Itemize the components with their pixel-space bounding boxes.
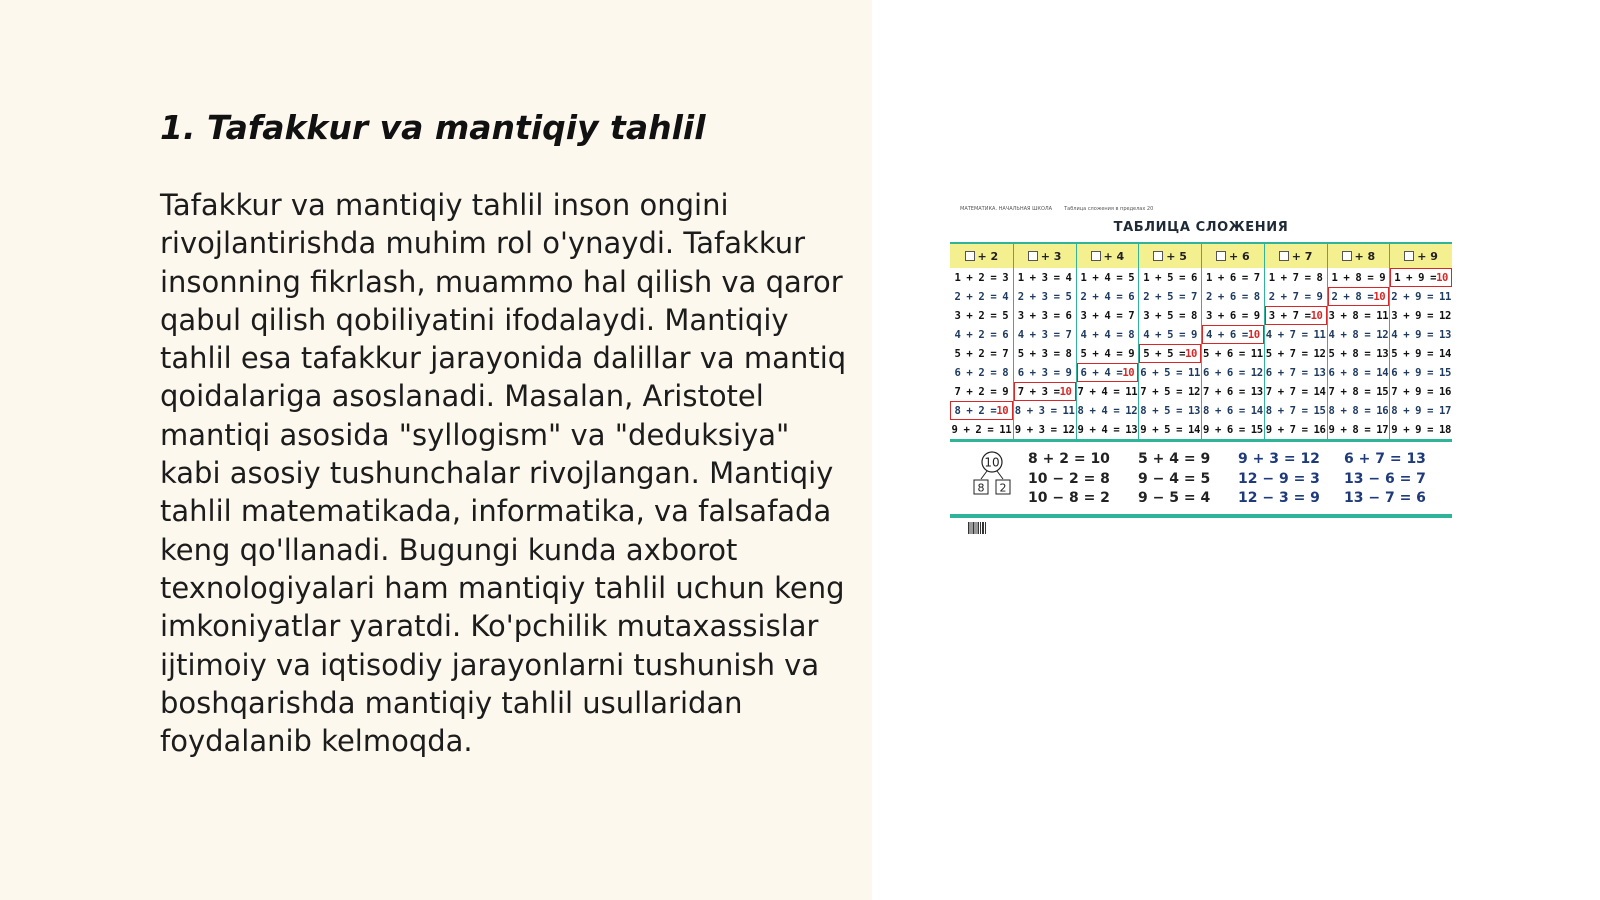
equation-cell: 3 + 6 = 9 bbox=[1205, 309, 1260, 322]
equation-cell: 2 + 4 = 6 bbox=[1080, 290, 1135, 303]
column-header bbox=[1014, 244, 1076, 268]
slide-title: 1. Tafakkur va mantiqiy tahlil bbox=[160, 108, 706, 147]
example-line: 9 − 5 = 4 bbox=[1138, 490, 1211, 506]
equation-cell: 2 + 9 = 11 bbox=[1391, 290, 1452, 303]
equation-cell: 1 + 3 = 4 bbox=[1017, 271, 1072, 284]
equation-cell: 3 + 8 = 11 bbox=[1328, 309, 1389, 322]
equation-cell: 3 + 7 = 10 bbox=[1265, 306, 1327, 325]
equation-cell: 6 + 7 = 13 bbox=[1265, 366, 1326, 379]
equation-cell: 5 + 8 = 13 bbox=[1328, 347, 1389, 360]
column-header-label: + 6 bbox=[1229, 249, 1250, 263]
equation-cell: 1 + 6 = 7 bbox=[1205, 271, 1260, 284]
equation-cell: 8 + 4 = 12 bbox=[1077, 404, 1138, 417]
poster-header bbox=[960, 206, 1153, 212]
equation-cell: 3 + 9 = 12 bbox=[1391, 309, 1452, 322]
barcode-icon bbox=[968, 522, 986, 534]
equation-cell: 7 + 9 = 16 bbox=[1391, 385, 1452, 398]
equation-cell: 5 + 6 = 11 bbox=[1202, 347, 1263, 360]
example-group-1 bbox=[1028, 450, 1110, 509]
empty-box-icon bbox=[1153, 251, 1163, 261]
equation-cell: 7 + 5 = 12 bbox=[1140, 385, 1201, 398]
example-line: 12 − 3 = 9 bbox=[1238, 490, 1320, 506]
equation-cell: 4 + 9 = 13 bbox=[1391, 328, 1452, 341]
example-line: 12 − 9 = 3 bbox=[1238, 470, 1320, 487]
example-line: 13 − 6 = 7 bbox=[1344, 470, 1426, 487]
equation-cell: 7 + 2 = 9 bbox=[954, 385, 1009, 398]
equation-cell: 1 + 9 = 10 bbox=[1390, 268, 1452, 287]
empty-box-icon bbox=[965, 251, 975, 261]
equation-cell: 9 + 4 = 13 bbox=[1077, 423, 1138, 436]
equation-cell: 8 + 7 = 15 bbox=[1265, 404, 1326, 417]
equation-cell: 3 + 5 = 8 bbox=[1143, 309, 1198, 322]
equation-cell: 2 + 5 = 7 bbox=[1143, 290, 1198, 303]
equation-cell: 6 + 9 = 15 bbox=[1391, 366, 1452, 379]
equation-cell: 3 + 4 = 7 bbox=[1080, 309, 1135, 322]
equation-cell: 7 + 8 = 15 bbox=[1328, 385, 1389, 398]
equation-cell: 1 + 5 = 6 bbox=[1143, 271, 1198, 284]
examples-section bbox=[950, 446, 1452, 510]
column-header bbox=[1265, 244, 1327, 268]
equation-cell: 8 + 2 = 10 bbox=[950, 401, 1013, 420]
equation-cell: 3 + 3 = 6 bbox=[1017, 309, 1072, 322]
example-line: 5 + 4 = 9 bbox=[1138, 451, 1211, 467]
example-group-2 bbox=[1138, 450, 1210, 509]
equation-cell: 5 + 9 = 14 bbox=[1391, 347, 1452, 360]
grid-column bbox=[1013, 244, 1076, 439]
column-header-label: + 3 bbox=[1040, 249, 1062, 263]
grid-column bbox=[1389, 244, 1452, 439]
number-bond-icon bbox=[972, 450, 1012, 508]
equation-cell: 5 + 3 = 8 bbox=[1017, 347, 1072, 360]
empty-box-icon bbox=[1404, 251, 1414, 261]
empty-box-icon bbox=[1028, 251, 1038, 261]
column-header bbox=[1077, 244, 1139, 268]
equation-cell: 1 + 8 = 9 bbox=[1331, 271, 1386, 284]
column-header-label: + 4 bbox=[1103, 249, 1125, 263]
equation-cell: 9 + 6 = 15 bbox=[1202, 423, 1263, 436]
equation-cell: 2 + 6 = 8 bbox=[1205, 290, 1260, 303]
equation-cell: 6 + 8 = 14 bbox=[1328, 366, 1389, 379]
column-header-label: + 5 bbox=[1166, 249, 1187, 263]
equation-cell: 2 + 2 = 4 bbox=[954, 290, 1009, 303]
equation-cell: 4 + 3 = 7 bbox=[1017, 328, 1072, 341]
equation-cell: 5 + 2 = 7 bbox=[954, 347, 1009, 360]
equation-cell: 6 + 2 = 8 bbox=[954, 366, 1009, 379]
grid-column bbox=[950, 244, 1013, 439]
equation-cell: 8 + 5 = 13 bbox=[1140, 404, 1201, 417]
addition-table-poster bbox=[950, 200, 1452, 545]
number-bond-part-b: 2 bbox=[999, 481, 1007, 495]
example-line: 13 − 7 = 6 bbox=[1344, 490, 1426, 506]
equation-cell: 5 + 7 = 12 bbox=[1265, 347, 1326, 360]
equation-cell: 1 + 7 = 8 bbox=[1268, 271, 1323, 284]
equation-cell: 8 + 3 = 11 bbox=[1014, 404, 1075, 417]
footer-rule bbox=[950, 514, 1452, 518]
addition-grid bbox=[950, 242, 1452, 442]
equation-cell: 2 + 8 = 10 bbox=[1328, 287, 1390, 306]
empty-box-icon bbox=[1342, 251, 1352, 261]
column-header bbox=[1139, 244, 1201, 268]
equation-cell: 6 + 5 = 11 bbox=[1140, 366, 1201, 379]
example-line: 10 − 2 = 8 bbox=[1028, 470, 1110, 487]
equation-cell: 5 + 4 = 9 bbox=[1080, 347, 1135, 360]
column-header-label: + 7 bbox=[1291, 249, 1313, 263]
equation-cell: 4 + 7 = 11 bbox=[1265, 328, 1326, 341]
equation-cell: 4 + 6 = 10 bbox=[1202, 325, 1264, 344]
equation-cell: 7 + 3 = 10 bbox=[1014, 382, 1076, 401]
equation-cell: 6 + 4 = 10 bbox=[1077, 363, 1139, 382]
equation-cell: 8 + 6 = 14 bbox=[1202, 404, 1263, 417]
equation-cell: 8 + 9 = 17 bbox=[1391, 404, 1452, 417]
column-header-label: + 8 bbox=[1354, 249, 1376, 263]
poster-header-left: МАТЕМАТИКА. НАЧАЛЬНАЯ ШКОЛА bbox=[960, 206, 1053, 212]
equation-cell: 4 + 4 = 8 bbox=[1080, 328, 1135, 341]
equation-cell: 9 + 2 = 11 bbox=[951, 423, 1012, 436]
equation-cell: 4 + 8 = 12 bbox=[1328, 328, 1389, 341]
equation-cell: 5 + 5 = 10 bbox=[1139, 344, 1201, 363]
equation-cell: 4 + 5 = 9 bbox=[1143, 328, 1198, 341]
poster-header-right: Таблица сложения в пределах 20 bbox=[1064, 206, 1154, 212]
example-group-4 bbox=[1344, 450, 1426, 509]
grid-column bbox=[1076, 244, 1139, 439]
column-header bbox=[1328, 244, 1390, 268]
equation-cell: 9 + 7 = 16 bbox=[1265, 423, 1326, 436]
equation-cell: 7 + 7 = 14 bbox=[1265, 385, 1326, 398]
number-bond-part-a: 8 bbox=[977, 481, 985, 495]
empty-box-icon bbox=[1216, 251, 1226, 261]
example-group-3 bbox=[1238, 450, 1320, 509]
example-line: 6 + 7 = 13 bbox=[1344, 451, 1426, 467]
grid-column bbox=[1264, 244, 1327, 439]
equation-cell: 9 + 3 = 12 bbox=[1014, 423, 1075, 436]
equation-cell: 3 + 2 = 5 bbox=[954, 309, 1009, 322]
example-line: 9 + 3 = 12 bbox=[1238, 451, 1320, 467]
equation-cell: 4 + 2 = 6 bbox=[954, 328, 1009, 341]
example-line: 8 + 2 = 10 bbox=[1028, 451, 1110, 467]
equation-cell: 6 + 6 = 12 bbox=[1202, 366, 1263, 379]
column-header bbox=[950, 244, 1013, 268]
equation-cell: 9 + 9 = 18 bbox=[1391, 423, 1452, 436]
equation-cell: 7 + 4 = 11 bbox=[1077, 385, 1138, 398]
equation-cell: 2 + 3 = 5 bbox=[1017, 290, 1072, 303]
column-header-label: + 9 bbox=[1417, 249, 1438, 263]
equation-cell: 9 + 8 = 17 bbox=[1328, 423, 1389, 436]
equation-cell: 7 + 6 = 13 bbox=[1202, 385, 1263, 398]
equation-cell: 9 + 5 = 14 bbox=[1140, 423, 1201, 436]
empty-box-icon bbox=[1279, 251, 1289, 261]
grid-column bbox=[1327, 244, 1390, 439]
equation-cell: 1 + 4 = 5 bbox=[1080, 271, 1135, 284]
equation-cell: 1 + 2 = 3 bbox=[954, 271, 1009, 284]
column-header bbox=[1390, 244, 1452, 268]
number-bond-whole: 10 bbox=[984, 455, 1000, 470]
example-line: 9 − 4 = 5 bbox=[1138, 470, 1211, 487]
slide-body-text: Tafakkur va mantiqiy tahlil inson ongini rivojlantirishda muhim rol o'ynaydi. Tafakkur insonning fikrlash, muammo hal qilish va qaror qabul qilish qobiliyatini ifodalaydi. Mantiqiy tahlil esa tafakkur jarayonida dalillar va mantiq qoidalariga asoslanadi. Masalan, Aristotel mantiqi asosida "syllogism" va "deduksiya" kabi asosiy tushunchalar rivojlangan. Mantiqiy tahlil matematikada, informatika, va falsafada keng qo'llanadi. Bugungi kunda axborot texnologiyalari ham mantiqiy tahlil uchun keng imkoniyatlar yaratdi. Ko'pchilik mutaxassislar ijtimoiy va iqtisodiy jarayonlarni tushunish va boshqarishda mantiqiy tahlil usullaridan foydalanib kelmoqda. bbox=[160, 188, 847, 759]
equation-cell: 2 + 7 = 9 bbox=[1268, 290, 1323, 303]
grid-column bbox=[1201, 244, 1264, 439]
grid-column bbox=[1138, 244, 1201, 439]
column-header bbox=[1202, 244, 1264, 268]
empty-box-icon bbox=[1091, 251, 1101, 261]
example-line: 10 − 8 = 2 bbox=[1028, 490, 1110, 506]
equation-cell: 6 + 3 = 9 bbox=[1017, 366, 1072, 379]
equation-cell: 8 + 8 = 16 bbox=[1328, 404, 1389, 417]
column-header-label: + 2 bbox=[977, 249, 999, 263]
poster-title: ТАБЛИЦА СЛОЖЕНИЯ bbox=[1113, 220, 1289, 235]
